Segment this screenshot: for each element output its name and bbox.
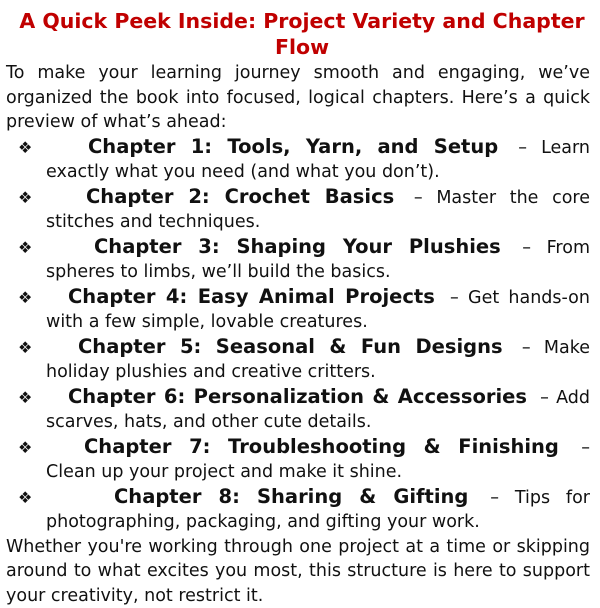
chapter-title: Chapter 3: Shaping Your Plushies	[94, 235, 501, 258]
intro-paragraph: To make your learning journey smooth and engaging, we’ve organized the book into focused, logical chapters. Here’s a quick preview of what’s ahead:	[6, 61, 590, 135]
list-item: ❖ Chapter 8: Sharing & Gifting – Tips for photographing, packaging, and gifting your work.	[6, 485, 590, 535]
chapter-description: From spheres to limbs, we’ll build the basics.	[46, 238, 590, 283]
diamond-bullet-icon: ❖	[18, 485, 32, 511]
diamond-bullet-icon: ❖	[18, 285, 32, 311]
diamond-bullet-icon: ❖	[18, 385, 32, 411]
diamond-bullet-icon: ❖	[18, 185, 32, 211]
chapter-description: Make holiday plushies and creative critters.	[46, 338, 590, 383]
list-item: ❖ Chapter 2: Crochet Basics – Master the core stitches and techniques.	[6, 185, 590, 235]
chapter-description: Get hands-on with a few simple, lovable creatures.	[46, 288, 590, 333]
chapter-title: Chapter 4: Easy Animal Projects	[68, 285, 435, 308]
chapter-description: Learn exactly what you need (and what you don’t).	[46, 138, 590, 183]
chapter-title: Chapter 1: Tools, Yarn, and Setup	[88, 135, 498, 158]
list-item: ❖ Chapter 4: Easy Animal Projects – Get hands-on with a few simple, lovable creatures.	[6, 285, 590, 335]
chapter-title: Chapter 7: Troubleshooting & Finishing	[84, 435, 559, 458]
chapter-description: Add scarves, hats, and other cute details.	[46, 388, 590, 433]
chapter-title: Chapter 6: Personalization & Accessories	[68, 385, 527, 408]
list-item: ❖ Chapter 7: Troubleshooting & Finishing – Clean up your project and make it shine.	[6, 435, 590, 485]
chapter-description: Master the core stitches and techniques.	[46, 188, 590, 233]
list-item: ❖ Chapter 3: Shaping Your Plushies – From spheres to limbs, we’ll build the basics.	[6, 235, 590, 285]
diamond-bullet-icon: ❖	[18, 135, 32, 161]
chapter-title: Chapter 8: Sharing & Gifting	[114, 485, 468, 508]
diamond-bullet-icon: ❖	[18, 435, 32, 461]
chapter-description: Tips for photographing, packaging, and gifting your work.	[46, 488, 590, 533]
closing-paragraph: Whether you're working through one project at a time or skipping around to what excites you most, this structure is here to support your creativity, not restrict it.	[6, 535, 590, 608]
diamond-bullet-icon: ❖	[18, 235, 32, 261]
chapter-list	[6, 135, 590, 535]
diamond-bullet-icon: ❖	[18, 335, 32, 361]
list-item: ❖ Chapter 6: Personalization & Accessories – Add scarves, hats, and other cute details.	[6, 385, 590, 435]
list-item: ❖ Chapter 5: Seasonal & Fun Designs – Make holiday plushies and creative critters.	[6, 335, 590, 385]
chapter-title: Chapter 5: Seasonal & Fun Designs	[78, 335, 503, 358]
document-page	[6, 8, 590, 608]
chapter-description: Clean up your project and make it shine.	[46, 462, 402, 482]
list-item: ❖ Chapter 1: Tools, Yarn, and Setup – Learn exactly what you need (and what you don’t).	[6, 135, 590, 185]
chapter-title: Chapter 2: Crochet Basics	[86, 185, 394, 208]
section-title: A Quick Peek Inside: Project Variety and Chapter Flow	[6, 8, 590, 60]
